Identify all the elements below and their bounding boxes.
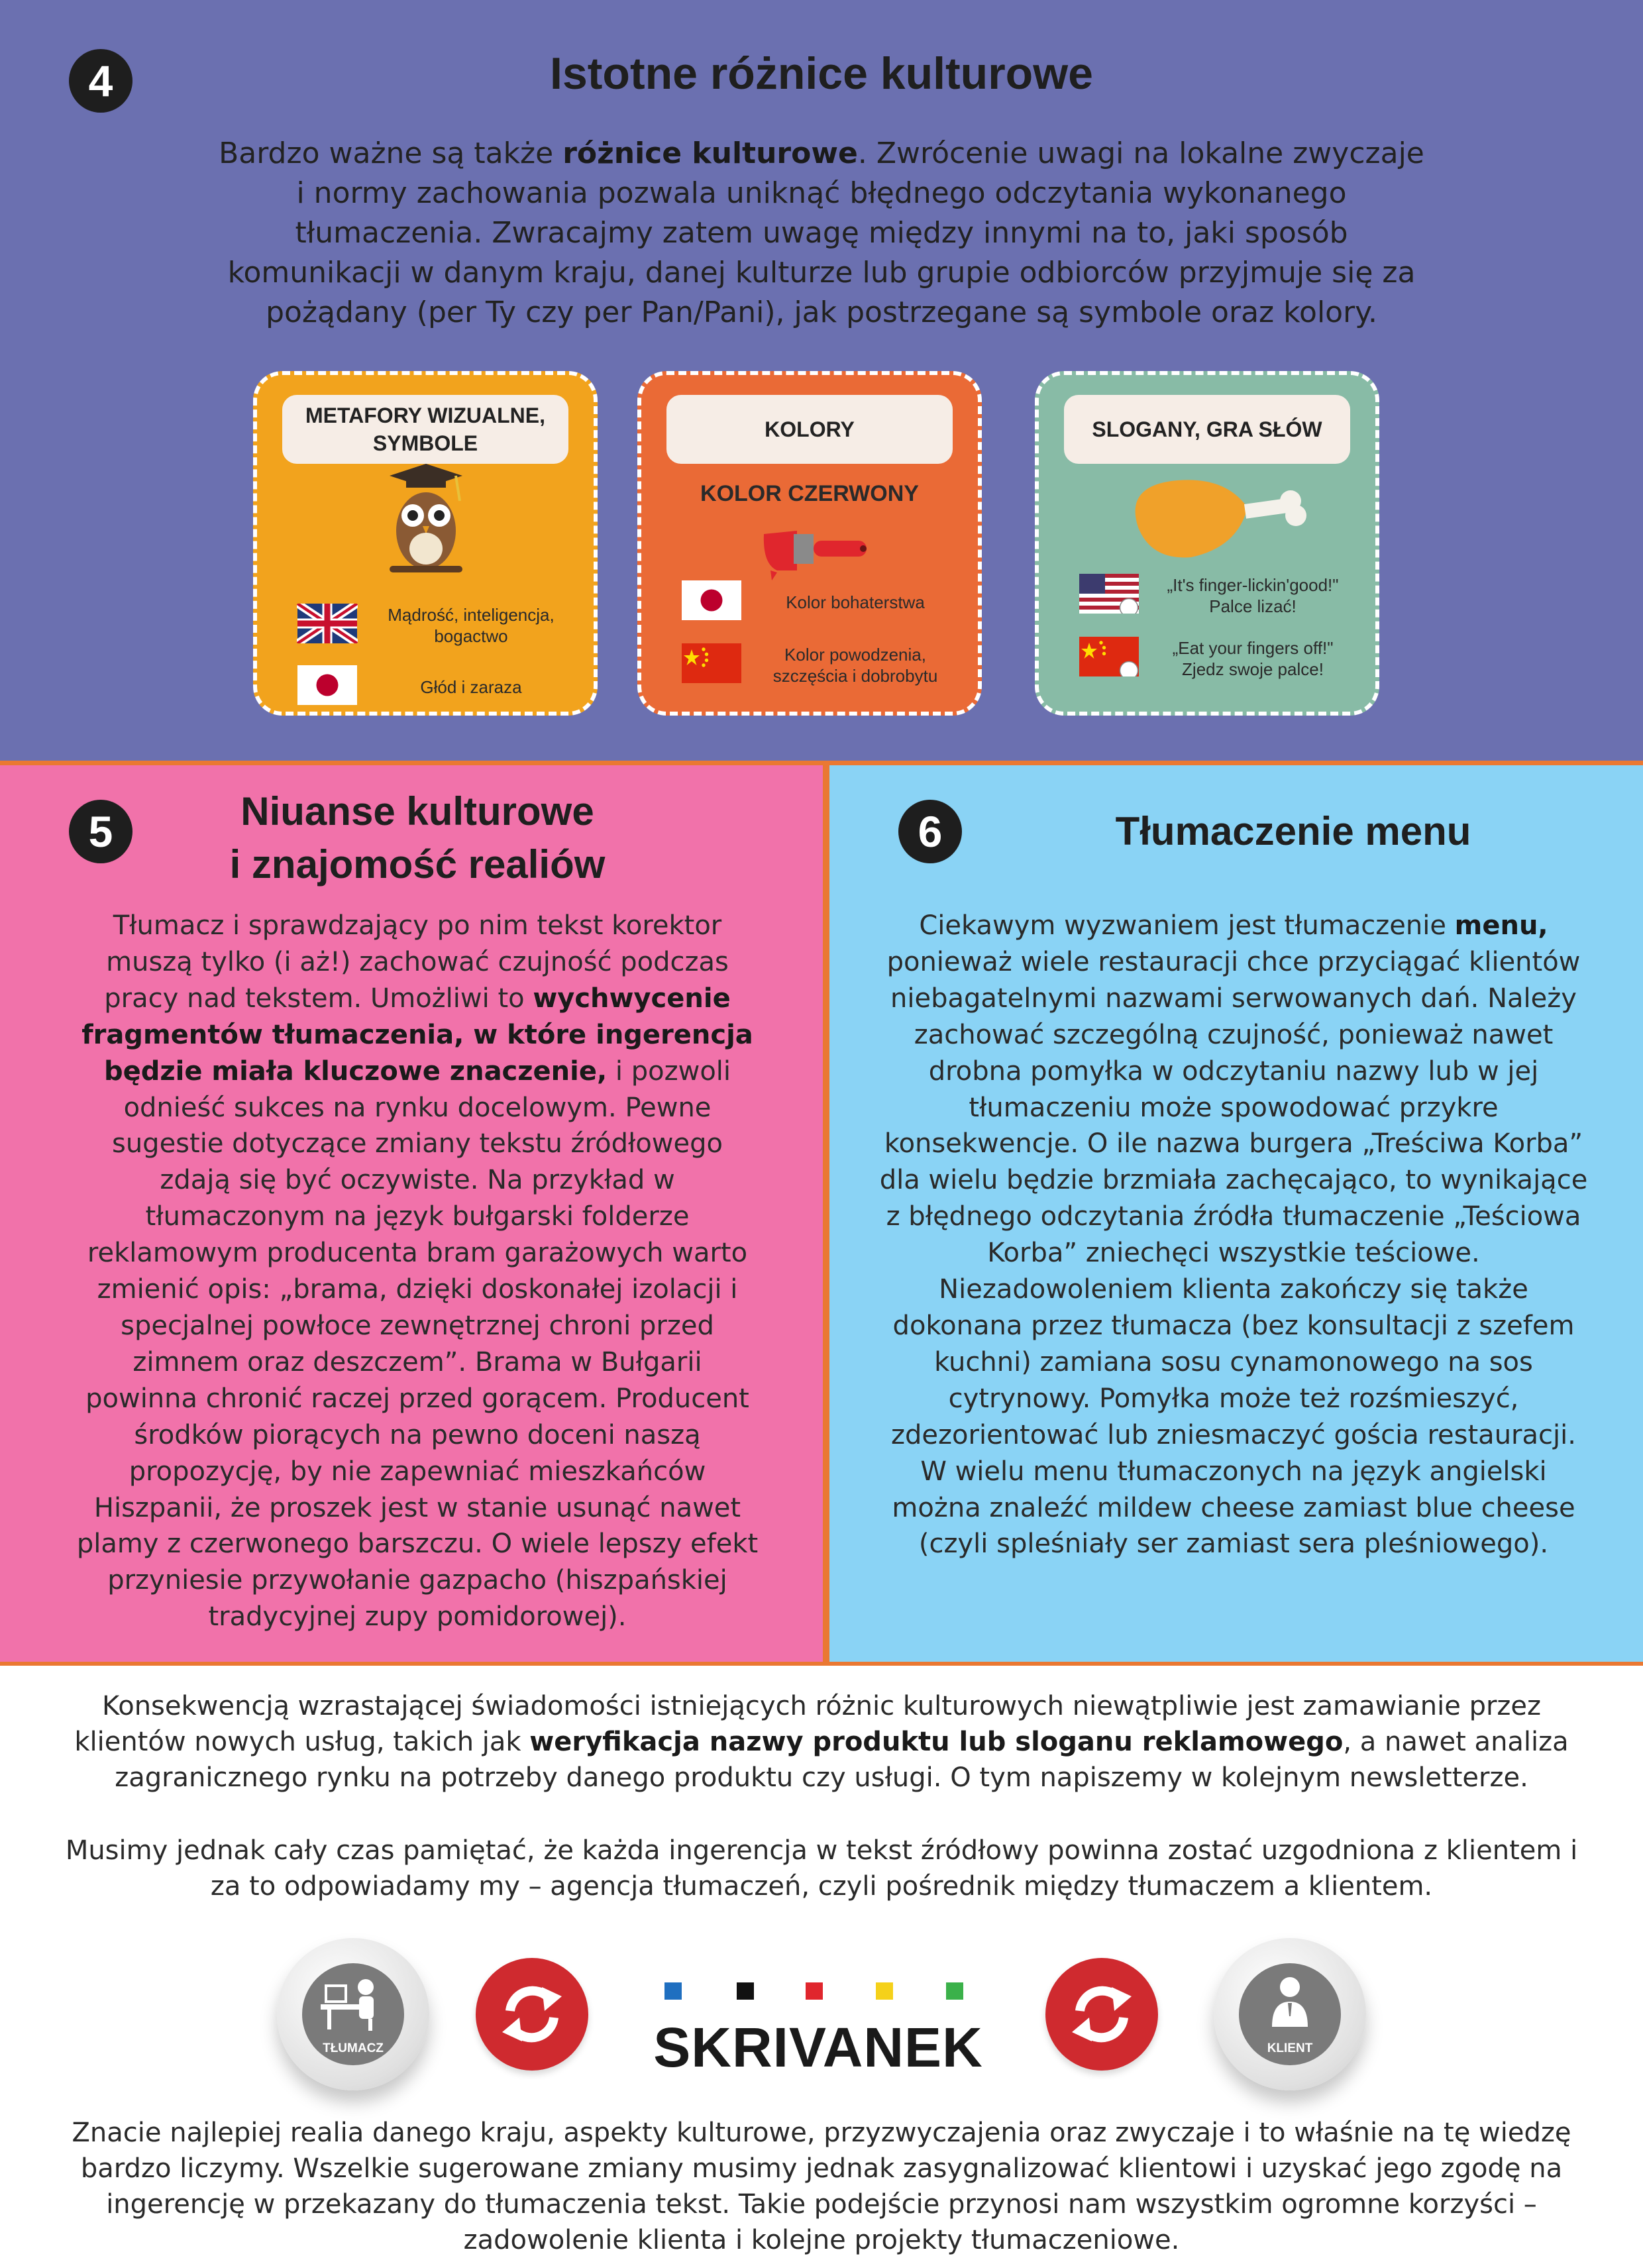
flag-row-text: Głód i zaraza [420, 677, 522, 697]
paintbrush-icon [757, 514, 876, 580]
sync-icon [476, 1958, 588, 2071]
card-slogans [1035, 371, 1379, 716]
logo-square-black [737, 1982, 754, 2000]
flag-row [297, 604, 574, 647]
flag-row-text: „Eat your fingers off!" Zjedz swoje palce! [1172, 638, 1334, 679]
flag-row-text: „It's finger-lickin'good!" Palce lizać! [1167, 575, 1339, 616]
card-visual-metaphors [253, 371, 598, 716]
client-icon [1239, 1963, 1341, 2065]
card-subtitle: KOLOR CZERWONY [700, 481, 919, 506]
section-number-badge: 4 [69, 49, 132, 113]
skrivanek-logo: SKRIVANEK [653, 2016, 983, 2079]
japan-flag-icon [297, 665, 358, 705]
uk-flag-icon [297, 604, 358, 643]
section-menu-translation [829, 765, 1643, 1662]
divider [0, 1662, 1643, 1666]
logo-square-blue [664, 1982, 682, 2000]
section-cultural-nuances [0, 765, 823, 1662]
section-number-badge: 5 [69, 800, 132, 863]
translator-label: TŁUMACZ [323, 2041, 384, 2055]
china-flag-icon [681, 643, 742, 683]
divider [823, 765, 829, 1662]
sync-icon [1045, 1958, 1158, 2071]
china-flag-icon [1079, 637, 1140, 676]
client-label: KLIENT [1267, 2041, 1313, 2055]
client-bubble [1214, 1938, 1366, 2090]
section-body: Ciekawym wyzwaniem jest tłumaczenie menu, ponieważ wiele restauracji chce przyciągać klientów niebagatelnymi nazwami serwowanych dań. Należy zachować szczególną czujność, ponieważ nawet drobna pomyłka w odczytaniu nazwy lub w jej tłumaczeniu może spowodować przykre konsekwencje. O ile nazwa burgera „Treściwa Korba” dla wielu będzie brzmiała zachęcająco, to wynikające z błędnego odczytania źródła tłumaczenie „Teściowa Korba” zniechęci wszystkie teściowe. Niezadowoleniem klienta zakończy się także dokonana przez tłumacza (bez konsultacji z szefem kuchni) zamiana sosu cynamonowego na sos cytrynowy. Pomyłka może też rozśmieszyć, zdezorientować lub zniesmaczyć gościa restauracji. W wielu menu tłumaczonych na język angielski można znaleźć mildew cheese zamiast blue cheese (czyli spleśniały ser zamiast sera pleśniowego). [879, 910, 1588, 1560]
section-body: Tłumacz i sprawdzający po nim tekst korektor muszą tylko (i aż!) zachować czujność podczas pracy nad tekstem. Umożliwi to wychwycenie fragmentów tłumaczenia, w które ingerencja będzie miała kluczowe znaczenie, i pozwoli odnieść sukces na rynku docelowym. Pewne sugestie dotyczące zmiany tekstu źródłowego zdają się być oczywiste. Na przykład w tłumaczonym na język bułgarski folderze reklamowym producenta bram garażowych warto zmienić opis: „brama, dzięki doskonałej izolacji i specjalnej powłoce zewnętrznej chroni przed zimnem oraz deszczem”. Brama w Bułgarii powinna chronić raczej przed gorącem. Producent środków piorących na pewno doceni naszą propozycję, by nie zapewniać mieszkańców Hiszpanii, że proszek jest w stanie usunąć nawet plamy z czerwonego barszczu. O wiele lepszy efekt przyniesie przywołanie gazpacho (hiszpańskiej tradycyjnej zupy pomidorowej). [76, 910, 759, 1633]
footer-paragraph-2: Musimy jednak cały czas pamiętać, że każda ingerencja w tekst źródłowy powinna zostać uzgodniona z klientem i za to odpowiadamy my – agencja tłumaczeń, czyli pośrednik między tłumaczem a klientem. [65, 1835, 1578, 1902]
card-label: KOLORY [666, 395, 953, 464]
flag-row-text: Kolor powodzenia, szczęścia i dobrobytu [772, 645, 938, 686]
section-title: Istotne różnice kulturowe [550, 48, 1093, 99]
logo-square-red [806, 1982, 823, 2000]
flag-row [297, 665, 574, 709]
japan-flag-icon [681, 580, 742, 620]
footer-paragraph-1: Konsekwencją wzrastającej świadomości istniejących różnic kulturowych niewątpliwie jest zamawianie przez klientów nowych usług, takich jak weryfikacja nazwy produktu lub sloganu reklamowego, a nawet analiza zagranicznego rynku na potrzeby danego produktu czy usługi. O tym napiszemy w kolejnym newsletterze. [74, 1691, 1569, 1793]
usa-flag-icon [1079, 574, 1140, 614]
section-title: Niuanse kulturowe i znajomość realiów [229, 789, 606, 887]
desk-person-icon [302, 1963, 404, 2043]
flag-row-text: Kolor bohaterstwa [786, 592, 925, 612]
owl-icon [376, 461, 476, 580]
flag-row-text: Mądrość, inteligencja, bogactwo [388, 605, 555, 646]
logo-square-green [946, 1982, 963, 2000]
card-colors [637, 371, 982, 716]
section-intro: Bardzo ważne są także różnice kulturowe. Zwrócenie uwagi na lokalne zwyczaje i normy zachowania pozwala uniknąć błędnego odczytania wykonanego tłumaczenia. Zwracajmy zatem uwagę między innymi na to, jaki sposób komunikacji w danym kraju, danej kulturze lub grupie odbiorców przyjmuje się za pożądany (per Ty czy per Pan/Pani), jak postrzegane są symbole oraz kolory. [219, 136, 1424, 329]
section-title: Tłumaczenie menu [1115, 809, 1471, 853]
chicken-leg-icon [1125, 468, 1317, 567]
person-icon [1239, 1963, 1341, 2043]
section-number-badge: 6 [898, 800, 962, 863]
translator-bubble [277, 1938, 429, 2090]
card-label: SLOGANY, GRA SŁÓW [1064, 395, 1350, 464]
flag-row [1079, 574, 1355, 618]
section-cultural-differences [0, 0, 1643, 762]
footer-paragraph-3: Znacie najlepiej realia danego kraju, aspekty kulturowe, przyzwyczajenia oraz zwyczaje i to właśnie na tę wiedzę bardzo liczymy. Wszelkie sugerowane zmiany musimy jednak zasygnalizować klientowi i uzyskać jego zgodę na ingerencję w przekazany do tłumaczenia tekst. Takie podejście przynosi nam wszystkim ogromne korzyści – zadowolenie klienta i kolejne projekty tłumaczeniowe. [72, 2118, 1571, 2255]
logo-square-yellow [876, 1982, 893, 2000]
translator-icon [302, 1963, 404, 2065]
flag-row [681, 580, 958, 624]
flag-row [1079, 637, 1355, 680]
divider [0, 761, 1643, 765]
card-label: METAFORY WIZUALNE, SYMBOLE [282, 395, 568, 464]
flag-row [681, 643, 958, 687]
